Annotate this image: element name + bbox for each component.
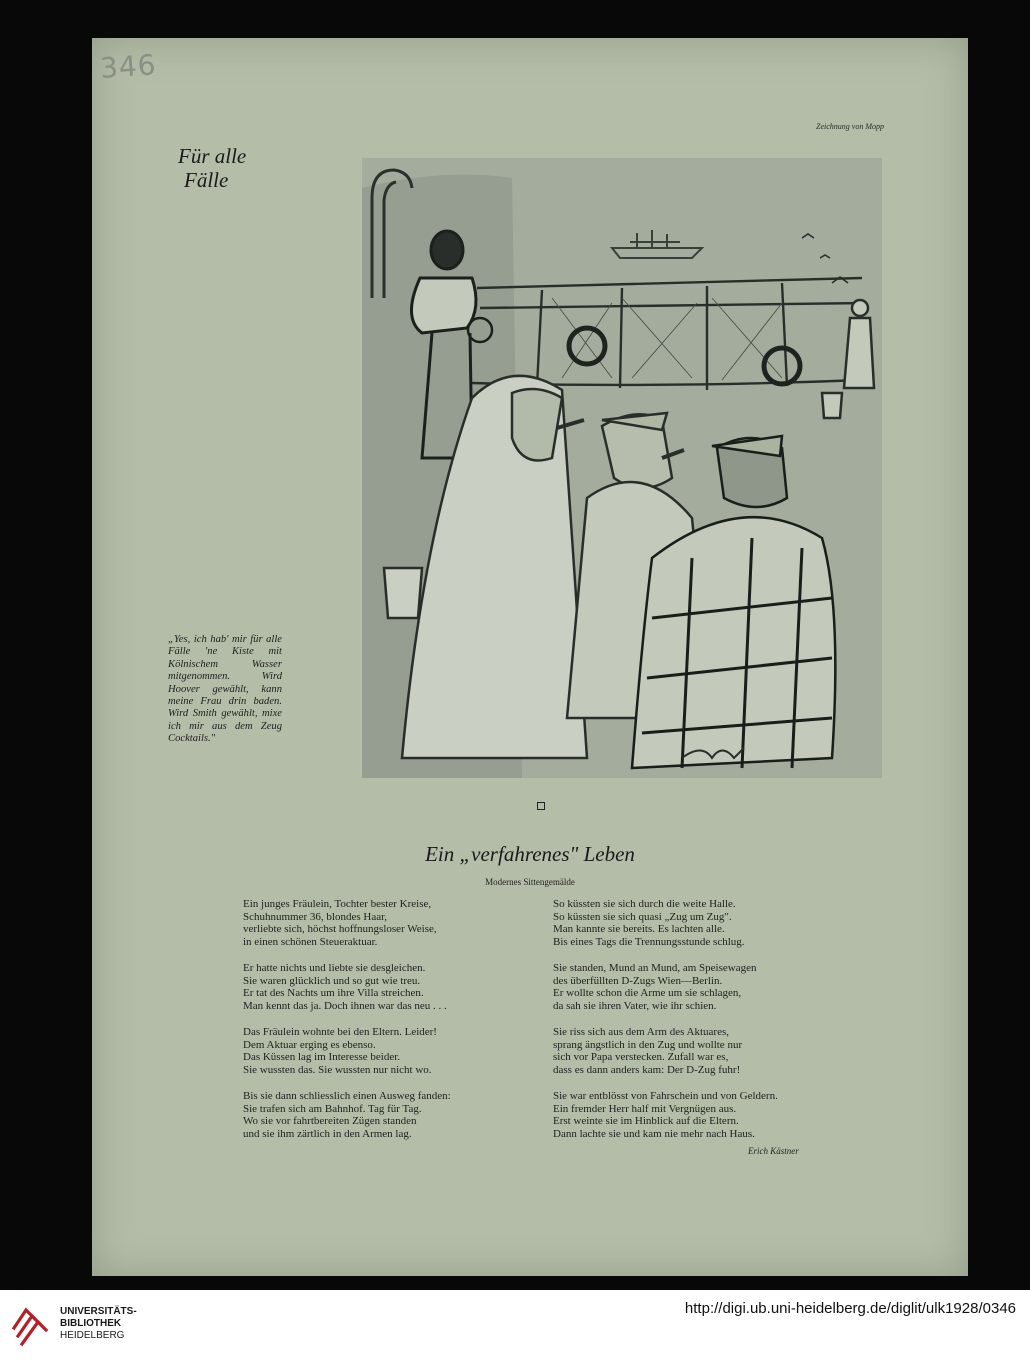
poem-line: sich vor Papa verstecken. Zufall war es,: [553, 1051, 729, 1064]
poem-stanza: [243, 1090, 518, 1140]
poem-line: Erst weinte sie im Hinblick auf die Eltern.: [553, 1115, 739, 1128]
poem-line: Man kennt das ja. Doch ihnen war das neu . . .: [243, 999, 447, 1012]
institution-line2: BIBLIOTHEK: [60, 1318, 122, 1329]
institution-name: [60, 1306, 137, 1342]
poem-left-column: [243, 898, 518, 1154]
poem-line: Das Fräulein wohnte bei den Eltern. Leider!: [243, 1025, 437, 1038]
cartoon-caption: „Yes, ich hab' mir für alle Fälle 'ne Kiste mit Kölnischem Wasser mitgenommen. Wird Hoover gewählt, kann meine Frau drin baden. Wird Smith gewählt, mixe ich mir aus dem Zeug Cocktails.": [168, 634, 282, 745]
poem-line: Sie wussten das. Sie wussten nur nicht wo.: [243, 1063, 432, 1076]
poem-line: Er hatte nichts und liebte sie desgleichen.: [243, 961, 426, 974]
poem-title: Ein „verfahrenes" Leben: [425, 842, 635, 866]
cartoon-illustration: [362, 158, 882, 778]
poem-line: verliebte sich, höchst hoffnungsloser Weise,: [243, 923, 437, 936]
poem-line: So küssten sie sich quasi „Zug um Zug".: [553, 910, 732, 923]
poem-stanza: [243, 962, 518, 1012]
section-ornament: [537, 802, 545, 810]
poem-line: Sie war entblösst von Fahrschein und von Geldern.: [553, 1089, 778, 1102]
poem-line: Schuhnummer 36, blondes Haar,: [243, 910, 388, 923]
poem-line: und sie ihm zärtlich in den Armen lag.: [243, 1127, 412, 1140]
poem-line: Sie trafen sich am Bahnhof. Tag für Tag.: [243, 1102, 422, 1115]
poem-line: des überfüllten D-Zugs Wien—Berlin.: [553, 974, 723, 987]
illustration-credit: Zeichnung von Mopp: [816, 122, 884, 131]
cartoon-title: [178, 144, 298, 192]
poem-line: sprang ängstlich in den Zug und wollte nur: [553, 1038, 743, 1051]
poem-stanza: [553, 1026, 843, 1076]
magazine-page: [92, 38, 968, 1276]
poem-line: in einen schönen Steueraktuar.: [243, 935, 378, 948]
permalink-url[interactable]: http://digi.ub.uni-heidelberg.de/diglit/ulk1928/0346: [684, 1300, 1016, 1317]
pencil-page-number: 346: [98, 48, 158, 85]
poem-line: Das Küssen lag im Interesse beider.: [243, 1051, 401, 1064]
poem-line: Er tat des Nachts um ihre Villa streichen.: [243, 987, 424, 1000]
poem-line: Dann lachte sie und kam nie mehr nach Haus.: [553, 1127, 755, 1140]
poem-line: Bis sie dann schliesslich einen Ausweg fanden:: [243, 1089, 451, 1102]
institution-line1: UNIVERSITÄTS-: [60, 1306, 137, 1317]
university-library-logo-icon: [12, 1302, 50, 1348]
poem-line: Er wollte schon die Arme um sie schlagen,: [553, 987, 742, 1000]
logo-mark: [14, 1310, 46, 1344]
poem-stanza: [553, 898, 843, 948]
poem-line: Sie riss sich aus dem Arm des Aktuares,: [553, 1025, 729, 1038]
cartoon-title-line1: Für alle: [178, 144, 247, 168]
poem-line: dass es dann anders kam: Der D-Zug fuhr!: [553, 1063, 741, 1076]
cartoon-title-line2: Fälle: [184, 168, 229, 192]
poem-stanza: [553, 1090, 843, 1140]
poem-line: da sah sie ihren Vater, wie ihr schien.: [553, 999, 717, 1012]
poem-line: Bis eines Tags die Trennungsstunde schlug.: [553, 935, 745, 948]
poem-line: Sie standen, Mund an Mund, am Speisewagen: [553, 961, 757, 974]
poem-line: Man kannte sie bereits. Es lachten alle.: [553, 923, 725, 936]
poem-author: Erich Kästner: [748, 1146, 799, 1156]
poem-stanza: [553, 962, 843, 1012]
poem-line: Dem Aktuar erging es ebenso.: [243, 1038, 376, 1051]
poem-line: Sie waren glücklich und so gut wie treu.: [243, 974, 421, 987]
library-footer: [0, 1290, 1030, 1362]
poem-stanza: [243, 1026, 518, 1076]
poem-line: Ein junges Fräulein, Tochter bester Kreise,: [243, 898, 432, 910]
poem-subtitle: Modernes Sittengemälde: [485, 877, 575, 887]
bucket: [384, 568, 422, 618]
poem-line: So küssten sie sich durch die weite Halle.: [553, 898, 736, 910]
poem-right-column: [553, 898, 843, 1154]
poem-line: Wo sie vor fahrtbereiten Zügen standen: [243, 1115, 417, 1128]
poem-stanza: [243, 898, 518, 948]
institution-line3: HEIDELBERG: [60, 1330, 125, 1341]
poem-line: Ein fremder Herr half mit Vergnügen aus.: [553, 1102, 737, 1115]
